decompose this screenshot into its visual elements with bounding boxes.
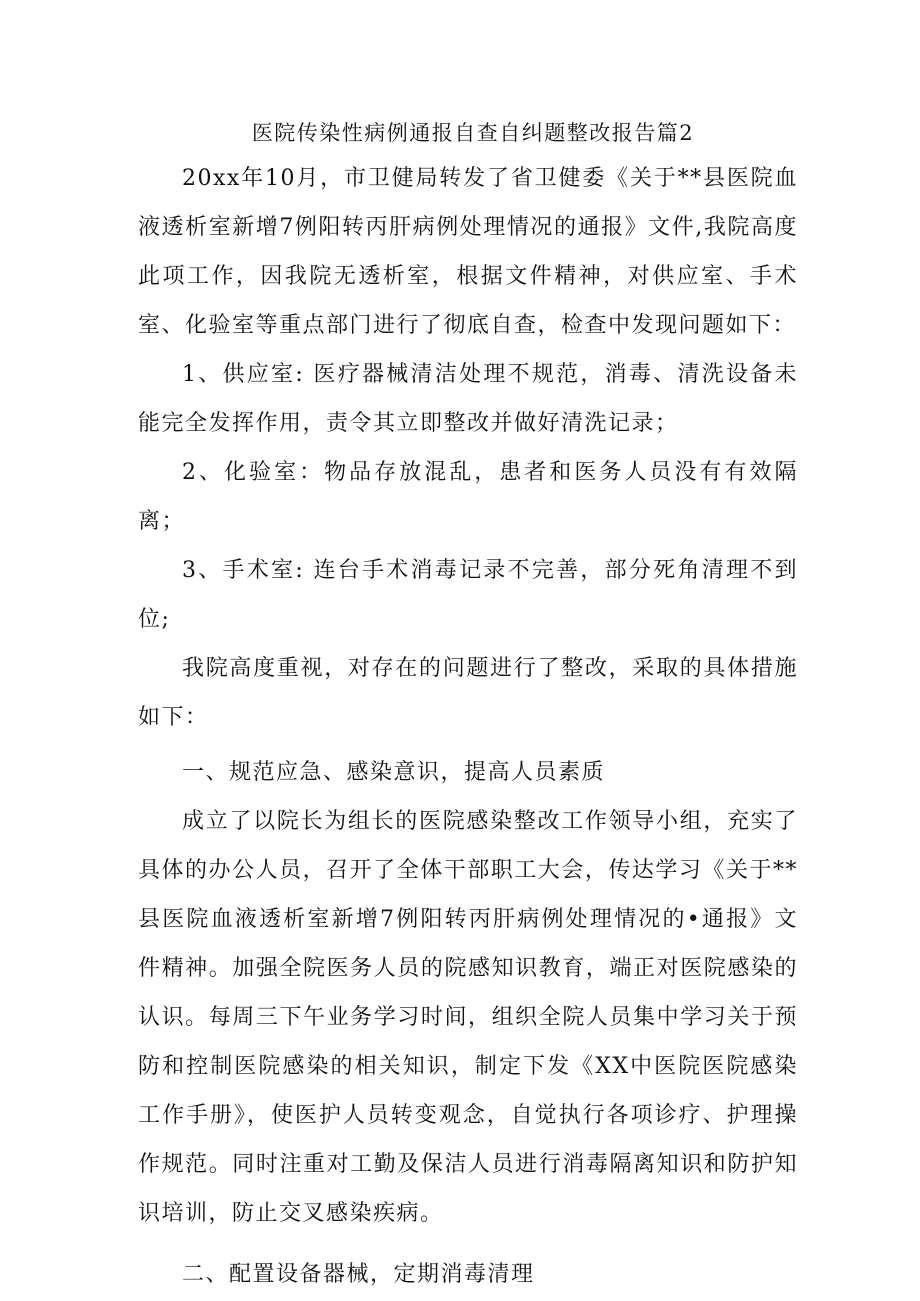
intro-paragraph: 20xx年10月，市卫健局转发了省卫健委《关于**县医院血液透析室新增7例阳转丙肝病例处理情况的通报》文件,我院高度此项工作，因我院无透析室，根据文件精神，对供应室、手术室、化验室等重点部门进行了彻底自查，检查中发现问题如下： [138,166,798,338]
document-body [138,112,798,1299]
section-1-body: 成立了以院长为组长的医院感染整改工作领导小组，充实了具体的办公人员，召开了全体干部职工大会，传达学习《关于**县医院血液透析室新增7例阳转丙肝病例处理情况的•通报》文件精神。加强全院医务人员的院感知识教育，端正对医院感染的认识。每周三下午业务学习时间，组织全院人员集中学习关于预防和控制医院感染的相关知识，制定下发《XX中医院医院感染工作手册》，使医护人员转变观念，自觉执行各项诊疗、护理操作规范。同时注重对工勤及保洁人员进行消毒隔离知识和防护知识培训，防止交叉感染疾病。 [138,809,798,1226]
problem-item-2: 2、化验室：物品存放混乱，患者和医务人员没有有效隔离； [138,460,798,534]
problem-item-3: 3、手术室: 连台手术消毒记录不完善，部分死角清理不到位; [138,558,798,632]
section-1-heading: 一、规范应急、感染意识，提高人员素质 [182,760,606,785]
document-title: 医院传染性病例通报自查自纠题整改报告篇2 [251,121,695,145]
section-2-heading: 二、配置设备器械，定期消毒清理 [182,1262,535,1287]
measures-intro-paragraph: 我院高度重视，对存在的问题进行了整改，采取的具体措施如下： [138,656,798,730]
problem-item-1: 1、供应室: 医疗器械清洁处理不规范，消毒、清洗设备未能完全发挥作用，责令其立即整改并做好清洗记录； [138,362,798,436]
